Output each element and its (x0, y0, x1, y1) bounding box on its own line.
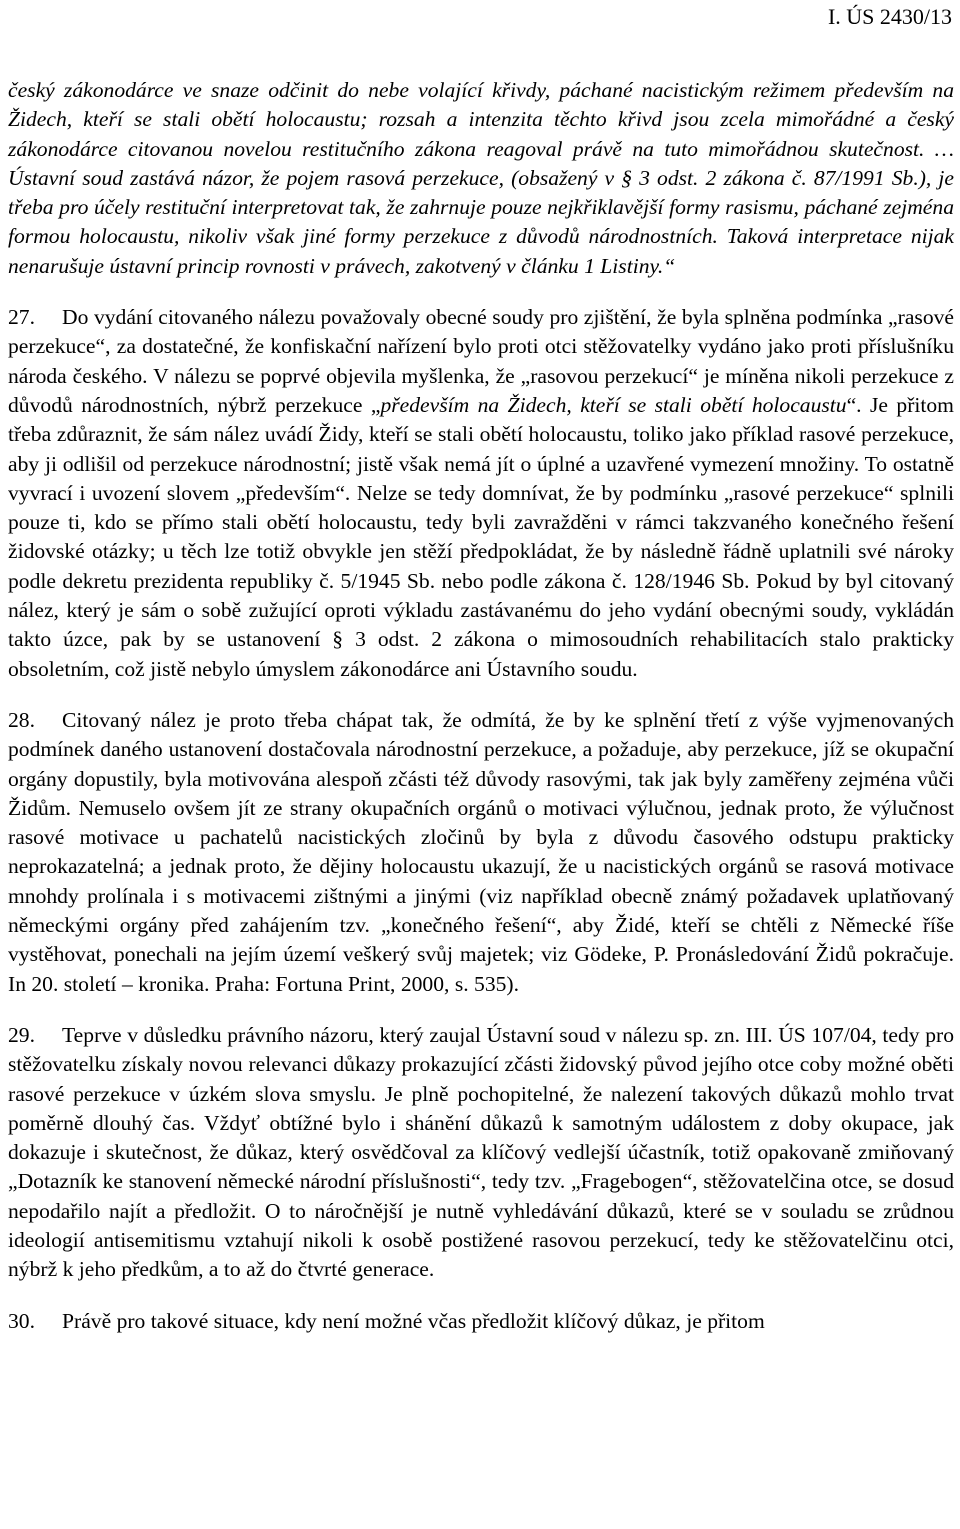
paragraph-text: “. Je přitom třeba zdůraznit, že sám nález uvádí Židy, kteří se stali obětí holocaustu, toliko jako příklad rasové perzekuce, aby ji odlišil od perzekuce národnostní; jistě však nemá jít o úplné a uzavřené vymezení množiny. To ostatně vyvrací i uvození slovem „především“. Nelze se tedy domnívat, že by podmínku „rasové perzekuce“ splnili pouze ti, kdo se přímo stali obětí holocaustu, tedy byli zavražděni v rámci takzvaného konečného řešení židovské otázky; u těch lze totiž obvykle jen stěží předpokládat, že by následně řádně uplatnili své nároky podle dekretu prezidenta republiky č. 5/1945 Sb. nebo podle zákona č. 128/1946 Sb. Pokud by byl citovaný nález, který je sám o sobě zužující oproti výkladu zastávanému do jeho vydání obecnými soudy, vykládán takto úzce, pak by se ustanovení § 3 odst. 2 zákona o mimosoudních rehabilitacích stalo prakticky obsoletním, což jistě nebylo úmyslem zákonodárce ani Ústavního soudu. (8, 392, 954, 681)
paragraph-28 (8, 706, 954, 999)
paragraph-number: 29. (8, 1022, 35, 1047)
paragraph-text: Do vydání citovaného nálezu považovaly obecné soudy pro zjištění, že byla splněna podmínka „rasové perzekuce“, za dostatečné, že konfiskační nařízení bylo proti otci stěžovatelky vydáno jako proti příslušníku národa českého. V nálezu se poprvé objevila myšlenka, že „rasovou perzekucí“ je míněna nikoli perzekuce z důvodů národnostních, nýbrž perzekuce „ (8, 305, 954, 417)
paragraph-number: 28. (8, 707, 35, 732)
paragraph-27 (8, 303, 954, 684)
paragraph-number: 30. (8, 1308, 35, 1333)
paragraph-emphasis: především na Židech, kteří se stali obětí holocaustu (380, 392, 847, 417)
document-body (8, 76, 954, 1336)
paragraph-30 (8, 1307, 954, 1336)
case-number: I. ÚS 2430/13 (827, 4, 952, 29)
quoted-passage: český zákonodárce ve snaze odčinit do nebe volající křivdy, páchané nacistickým režimem především na Židech, kteří se stali obětí holocaustu; rozsah a intenzita těchto křivd jsou zcela mimořádné a český zákonodárce citovanou novelou restitučního zákona reagoval právě na tuto mimořádnou skutečnost. … Ústavní soud zastává názor, že pojem rasová perzekuce, (obsažený v § 3 odst. 2 zákona č. 87/1991 Sb.), je třeba pro účely restituční interpretovat tak, že zahrnuje pouze nejkřiklavější formy rasismu, páchané zejména formou holocaustu, nikoliv však jiné formy perzekuce z důvodů národnostních. Taková interpretace nijak nenarušuje ústavní princip rovnosti v právech, zakotvený v článku 1 Listiny.“ (8, 78, 954, 278)
paragraph-number: 27. (8, 305, 35, 330)
paragraph-text: Teprve v důsledku právního názoru, který zaujal Ústavní soud v nálezu sp. zn. III. ÚS 107/04, tedy pro stěžovatelku získaly novou relevanci důkazy prokazující zčásti židovský původ jejího otce coby možné oběti rasové perzekuce v úzkém slova smyslu. Je plně pochopitelné, že nalezení takových důkazů mohlo trvat poměrně dlouhý čas. Vždyť obtížné bylo i shánění důkazů k samotným událostem z doby okupace, jak dokazuje i skutečnost, že důkaz, který osvědčoval za klíčový vedlejší účastník, totiž opakovaně zmiňovaný „Dotazník ke stanovení německé národní příslušnosti“, tedy tzv. „Fragebogen“, stěžovatelčina otce, se dosud nepodařilo najít a předložit. O to náročnější je nutně vyhledávání důkazů, které se v souladu se zrůdnou ideologií antisemitismu vztahují nikoli k osobě postižené rasovou perzekucí, tedy ke stěžovatelčinu otci, nýbrž k jeho předkům, a to až do čtvrté generace. (8, 1022, 954, 1282)
paragraph-text: Citovaný nález je proto třeba chápat tak, že odmítá, že by ke splnění třetí z výše vyjmenovaných podmínek daného ustanovení dostačovala národnostní perzekuce, a požaduje, aby perzekuce, jíž se okupační orgány dopustily, byla motivována alespoň zčásti též důvody rasovými, tak jak byly zaměřeny zejména vůči Židům. Nemuselo ovšem jít ze strany okupačních orgánů o motivaci výlučnou, jednak proto, že výlučnost rasové motivace u pachatelů nacistických zločinů by byla z důvodu časového odstupu prakticky neprokazatelná; a jednak proto, že dějiny holocaustu ukazují, že u nacistických orgánů se rasová motivace mnohdy prolínala i s motivacemi zištnými a jinými (viz například obecně známý požadavek uplatňovaný německými orgány před zahájením tzv. „konečného řešení“, aby Židé, kteří se chtěli z Německé říše vystěhovat, ponechali na jejím území veškerý svůj majetek; viz Gödeke, P. Pronásledování Židů pokračuje. In 20. století – kronika. Praha: Fortuna Print, 2000, s. 535). (8, 707, 954, 996)
paragraph-text: Právě pro takové situace, kdy není možné včas předložit klíčový důkaz, je přitom (62, 1308, 765, 1333)
paragraph-29 (8, 1021, 954, 1285)
